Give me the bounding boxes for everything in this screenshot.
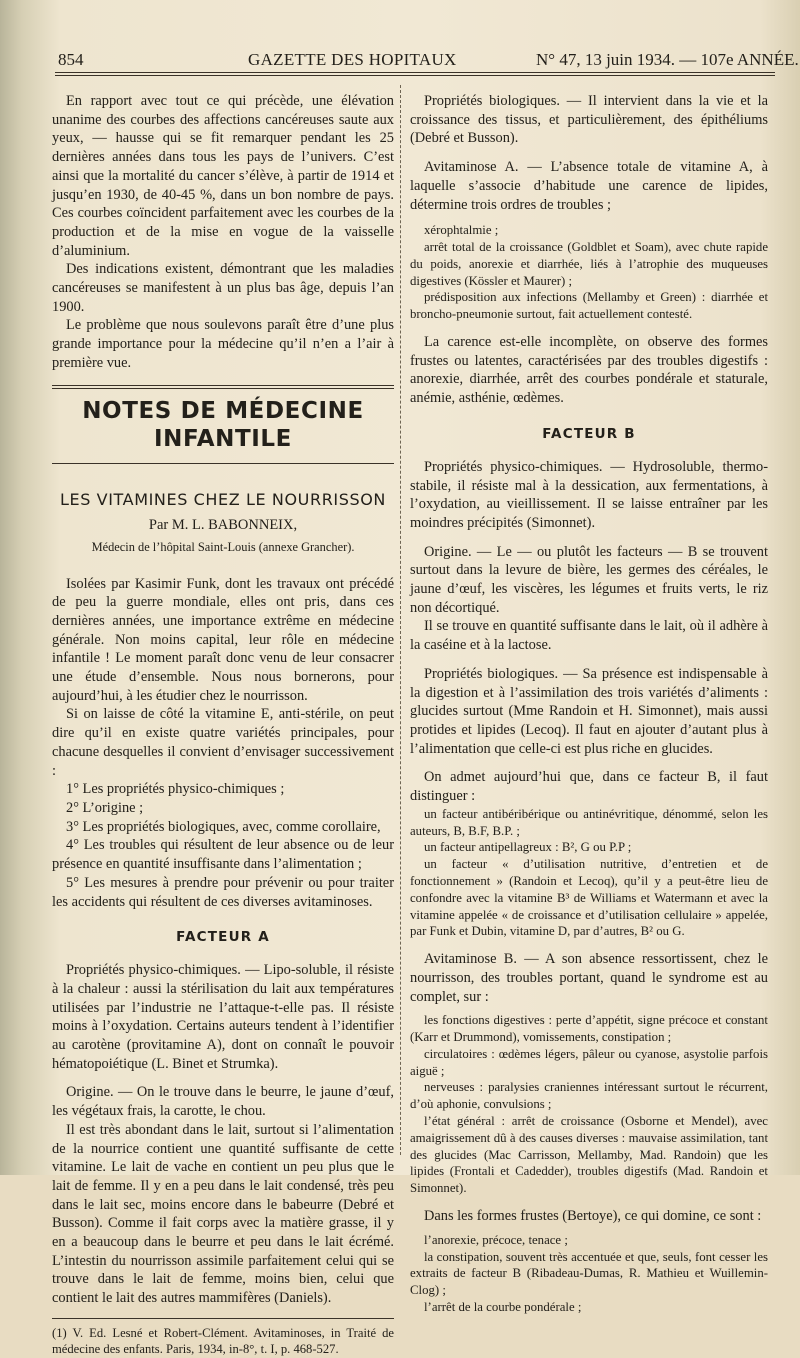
paragraph: Il se trouve en quantité suffisante dans le lait, où il adhère à la caséine et à la lactose. [410, 618, 768, 654]
article-title: LES VITAMINES CHEZ LE NOURRISSON [59, 489, 387, 509]
paragraph: Isolées par Kasimir Funk, dont les travaux ont précédé de peu la guerre mondiale, elles ont pris, dans ces dernières années, une importance extrême en médecine générale. Non moins capital, leur rôle en médecine infantile ! Le moment paraît donc venu de leur consacrer une étude d’ensemble. Nous nous bornerons, pour aujourd’hui, à les étudier chez le nourrisson. [52, 575, 394, 704]
list-item: 1° Les propriétés physico-chimiques ; [66, 781, 285, 798]
header-rule [55, 72, 775, 73]
column-divider [400, 85, 401, 1155]
paragraph: Origine. — Le — ou plutôt les facteurs — B se trouvent surtout dans la levure de bière, les germes des céréales, le jaune d’œuf, les viscères, les légumes et fruits verts, le riz non décortiqué. [410, 543, 768, 616]
page-header [58, 50, 799, 74]
footnote: (1) V. Ed. Lesné et Robert-Clément. Avitaminoses, in Traité de médecine des enfants. Paris, 1934, in-8°, t. I, p. 468-527. [52, 1325, 394, 1357]
paragraph: En rapport avec tout ce qui précède, une élévation unanime des courbes des affections cancéreuses saute aux yeux, — hausse qui se fit remarquer pendant les 25 dernières années dans tous les pays de l’univers. C’est ainsi que la mortalité du cancer s’élève, à partir de 1914 et jusqu’en 1930, de 40-45 %, dans un bon nombre de pays. Ces courbes coïncident parfaitement avec les courbes de la production et de la mise en vogue de la vaisselle d’aluminium. [52, 93, 394, 259]
journal-title: GAZETTE DES HOPITAUX [248, 50, 457, 69]
list-item: prédisposition aux infections (Mellamby et Green) : diarrhée et broncho-pneumonie surtout, fait actuellement contesté. [410, 290, 768, 322]
paragraph: Origine. — On le trouve dans le beurre, le jaune d’œuf, les végétaux frais, la carotte, le chou. [52, 1084, 394, 1120]
list-item: les fonctions digestives : perte d’appétit, signe précoce et constant (Karr et Drummond), vomissements, constipation ; [410, 1013, 768, 1045]
list-item: 5° Les mesures à prendre pour prévenir ou pour traiter les accidents qui résultent de ces diverses avitaminoses. [52, 874, 394, 910]
section-title: NOTES DE MÉDECINE INFANTILE [82, 397, 364, 452]
list-item: l’arrêt de la courbe pondérale ; [424, 1299, 582, 1314]
paragraph: On admet aujourd’hui que, dans ce facteur B, il faut distinguer : [410, 769, 768, 805]
list-item: xérophtalmie ; [424, 223, 499, 238]
author-byline: Par M. L. BABONNEIX, [148, 516, 298, 533]
paragraph: Si on laisse de côté la vitamine E, anti-stérile, on peut dire qu’il en existe quatre variétés principales, pour chacune desquelles il convient d’envisager successivement : [52, 706, 394, 779]
study-plan-list [52, 780, 394, 911]
issue-info: N° 47, 13 juin 1934. — 107e ANNÉE. [536, 50, 799, 69]
list-item: un facteur « d’utilisation nutritive, d’entretien et de fonctionnement » (Randoin et Lecoq), qu’il y a peut-être lieu de confondre avec la vitamine B³ de Williams et Watermann et avec la vitamine appelée « de croissance et d’utilisation cellulaire » appelée, par Funk et Dubin, vitamine D, par d’autres, B² ou G. [410, 857, 768, 939]
left-column [52, 92, 394, 1358]
list-item: 4° Les troubles qui résultent de leur absence ou de leur présence en quantité insuffisante dans l’alimentation ; [52, 837, 394, 873]
paragraph: Des indications existent, démontrant que les maladies cancéreuses se manifestent à un plus bas âge, depuis l’an 1900. [52, 261, 394, 315]
formes-frustes-list [410, 1232, 768, 1316]
paragraph: Propriétés biologiques. — Sa présence est indispensable à la digestion et à l’assimilation des trois variétés d’aliments : glucides surtout (Mme Randoin et H. Simonnet), mais aussi protides et lipides (Lecoq). Il faut en ajouter d’autant plus à l’alimentation que celle-ci est plus riche en glucides. [410, 665, 768, 757]
paragraph: Propriétés biologiques. — Il intervient dans la vie et la croissance des tissus, et particulièrement, des épithéliums (Debré et Busson). [410, 93, 768, 147]
footnote-rule [52, 1318, 394, 1319]
list-item: un facteur antibéribérique ou antinévritique, dénommé, selon les auteurs, B, B.F, B.P. ; [410, 806, 768, 838]
facteur-b-list [410, 806, 768, 940]
list-item: arrêt total de la croissance (Goldblet et Soam), avec chute rapide du poids, anorexie et diarrhée, liés à l’atrophie des muqueuses digestives (Kössler et Maurer) ; [410, 240, 768, 288]
paragraph: Propriétés physico-chimiques. — Hydrosoluble, thermo-stabile, il résiste mal à la dessication, aux fermentations, à l’oxydation, au vieillissement. Il se laisse entraîner par les moindres précipités (Simonnet). [410, 458, 768, 531]
list-item: circulatoires : œdèmes légers, pâleur ou cyanose, asystolie parfois aiguë ; [410, 1046, 768, 1078]
paragraph: La carence est-elle incomplète, on observe des formes frustes ou latentes, caractérisées par des troubles digestifs : anorexie, diarrhée, arrêt des courbes pondérale et staturale, anémie, asthénie, œdèmes. [410, 334, 768, 407]
avitaminose-a-list [410, 222, 768, 323]
paragraph: Le problème que nous soulevons paraît être d’une plus grande importance pour la médecine qu’il n’en a l’air à première vue. [52, 317, 394, 371]
section-rule [52, 385, 394, 389]
paragraph: Propriétés physico-chimiques. — Lipo-soluble, il résiste à la chaleur : aussi la stérilisation du lait aux températures utilisées par l’industrie ne l’attaque-t-elle pas. Il résiste moins à l’oxydation. Certains auteurs tendent à l’identifier au carotène (provitamine A), dont on connaît le pouvoir hématopoiétique (L. Binet et Strumka). [52, 962, 394, 1072]
list-item: l’anorexie, précoce, tenace ; [424, 1232, 568, 1247]
list-item: 3° Les propriétés biologiques, avec, comme corollaire, [66, 818, 381, 835]
page-number: 854 [58, 50, 84, 69]
paragraph: Dans les formes frustes (Bertoye), ce qui domine, ce sont : [424, 1208, 762, 1225]
section-rule [52, 463, 394, 464]
avitaminose-b-list [410, 1012, 768, 1197]
paragraph: Il est très abondant dans le lait, surtout si l’alimentation de la nourrice contient une quantité suffisante de cette vitamine. Le lait de vache en contient un peu plus que le lait de femme. Il y en a peu dans le lait condensé, très peu dans le lait sec, moins encore dans le babeurre (Debré et Busson). Comme il fait corps avec la matière grasse, il y en a beaucoup dans le beurre et peu dans le lait écrémé. L’intestin du nourrisson assimile parfaitement celui qui se trouve dans le lait de femme, moins bien, celui que contient le lait des autres mammifères (Daniels). [52, 1121, 394, 1307]
list-item: nerveuses : paralysies craniennes intéressant surtout le récurrent, d’où aphonie, convulsions ; [410, 1080, 768, 1112]
author-affiliation: Médecin de l’hôpital Saint-Louis (annexe Grancher). [91, 539, 355, 554]
factor-b-heading: FACTEUR B [542, 425, 636, 442]
list-item: 2° L’origine ; [66, 799, 144, 816]
list-item: la constipation, souvent très accentuée et que, seuls, font cesser les extraits de facteur B (Ribadeau-Dumas, R. Mathieu et Wuillemin-Clog) ; [410, 1249, 768, 1298]
list-item: un facteur antipellagreux : B², G ou P.P ; [424, 840, 632, 855]
paragraph: Avitaminose A. — L’absence totale de vitamine A, à laquelle s’associe d’habitude une carence de lipides, détermine trois ordres de troubles ; [410, 159, 768, 213]
list-item: l’état général : arrêt de croissance (Osborne et Mendel), avec amaigrissement dû à des causes diverses : mauvaise assimilation, tant des glucides (Mac Carrisson, Mellamby, Mad. Randoin) que les lipides (Frontali et Cadedder), troubles digestifs (Mad. Randoin et Simonnet). [410, 1114, 768, 1196]
right-column [410, 92, 768, 1316]
header-rule-double [55, 75, 775, 76]
factor-a-heading: FACTEUR A [176, 929, 270, 946]
paragraph: Avitaminose B. — A son absence ressortissent, chez le nourrisson, des troubles portant, quand le syndrome est au complet, sur : [410, 951, 768, 1005]
